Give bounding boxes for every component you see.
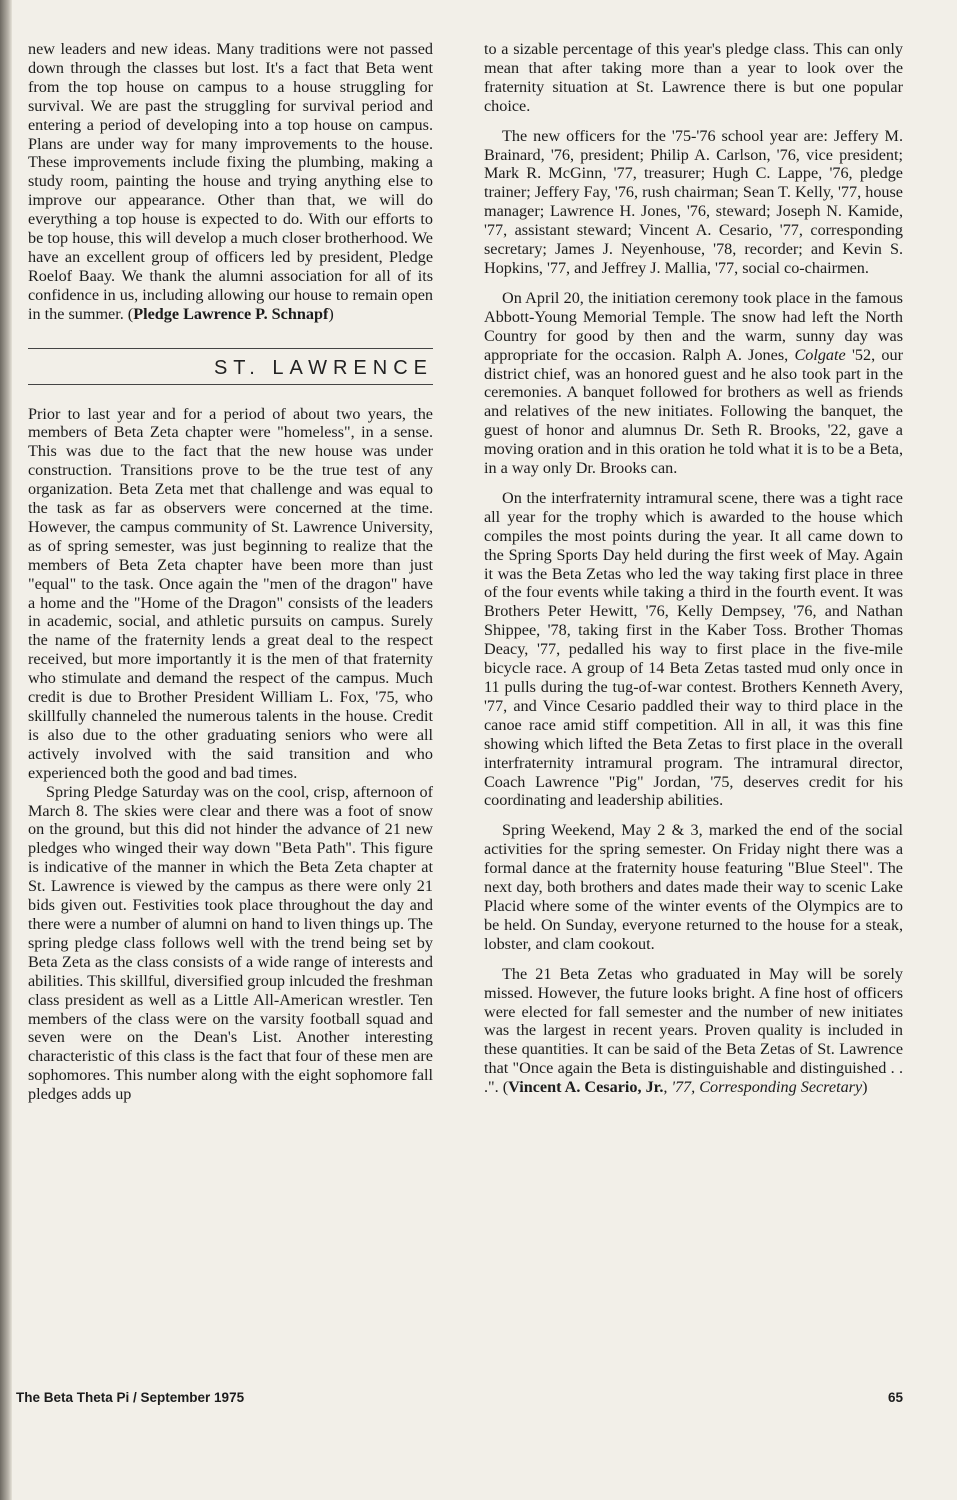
paragraph-text: The 21 Beta Zetas who graduated in May will be sorely missed. However, the future looks bright. A fine host of officers were elected for fall semester and the number of new initiates was the largest in recent years. Proven quality is included in these quantities. It can be said of the Beta Zetas of St. Lawrence that "Once again the Beta is distinguishable and distinguished . . .". ( — [484, 964, 903, 1097]
paragraph-text: On April 20, the initiation ceremony took place in the famous Abbott-Young Memorial Temple. The snow had left the North Country for good by then and the warm, sunny day was appropriate for the occasion. Ralph A. Jones, — [484, 288, 903, 364]
author-role: , '77, Corresponding Secretary — [663, 1078, 863, 1097]
school-name: Colgate — [794, 345, 846, 364]
article-paragraph: to a sizable percentage of this year's pledge class. This can only mean that after taking more than a year to look over the fraternity situation at St. Lawrence there is but one popular choice. — [484, 40, 903, 115]
article-paragraph: Prior to last year and for a period of about two years, the members of Beta Zeta chapter were "homeless", in a sense. This was due to the fact that the new house was under construction. Transitions prove to be the true test of any organization. Beta Zeta met that challenge and was equal to the task as far as observers were concerned at the time. However, the campus community of St. Lawrence University, as of spring semester, was just beginning to realize that the members of Beta Zeta chapter have been more than just "equal" to the task. Once again the "men of the dragon" have a home and the "Home of the Dragon" consists of the leaders in academic, social, and athletic pursuits on campus. Surely the name of the fraternity lends a great deal to the respect received, but more importantly it is the men of that fraternity who stimulate and demand the respect of the campus. Much credit is due to Brother President William L. Fox, '75, who skillfully channeled the numerous talents in the house. Credit is also due to the other graduating seniors who were all actively involved with the said transition and who experienced both the good and bad times. — [28, 404, 433, 782]
closing-paren: ) — [862, 1078, 868, 1097]
page-binding-edge — [0, 0, 12, 1500]
article-paragraph — [484, 965, 903, 1097]
section-header — [28, 348, 433, 385]
section-divider — [28, 384, 433, 385]
article-paragraph — [28, 40, 433, 324]
author-signature: Pledge Lawrence P. Schnapf — [133, 304, 329, 323]
left-column — [28, 40, 433, 1104]
article-paragraph — [484, 289, 903, 478]
article-paragraph: The new officers for the '75-'76 school year are: Jeffery M. Brainard, '76, president; Philip A. Carlson, '76, vice president; Mark R. McGinn, '77, treasurer; Hugh C. Lappe, '76, pledge trainer; Jeffery Fay, '76, rush chairman; Sean T. Kelly, '77, house manager; Lawrence H. Jones, '76, steward; Joseph N. Kamide, '77, assistant steward; Vincent A. Cesario, '77, corresponding secretary; James J. Neyenhouse, '78, recorder; and Kevin S. Hopkins, '77, and Jeffrey J. Mallia, '77, social co-chairmen. — [484, 126, 903, 277]
article-paragraph: On the interfraternity intramural scene, there was a tight race all year for the trophy which is awarded to the house which compiles the most points during the year. It all came down to the Spring Sports Day held during the first week of May. Again it was the Beta Zetas who led the way taking first place in three of the four events while taking a third in the fourth event. It was Brothers Peter Hewitt, '76, Kelly Dempsey, '76, and Nathan Shippee, '78, taking first in the Kaber Toss. Brother Thomas Deacy, '77, pedalled his way to first place in the five-mile bicycle race. A group of 14 Beta Zetas tasted mud only once in 11 pulls during the tug-of-war contest. Brothers Kenneth Avery, '77, and Vince Cesario paddled their way to third place in the canoe race amid stiff competition. All in all, it was this fine showing which lifted the Beta Zetas to first place in the overall interfraternity intramural program. The intramural director, Coach Lawrence "Pig" Jordan, '75, deserves credit for his coordinating and leadership abilities. — [484, 488, 903, 810]
article-paragraph: Spring Weekend, May 2 & 3, marked the end of the social activities for the spring semester. On Friday night there was a formal dance at the fraternity house featuring "Blue Steel". The next day, both brothers and dates made their way to scenic Lake Placid where some of the winter events of the Olympics are to be held. On Sunday, everyone returned to the house for a steak, lobster, and clam cookout. — [484, 821, 903, 953]
right-column — [484, 40, 903, 1097]
publication-line: The Beta Theta Pi / September 1975 — [16, 1390, 245, 1405]
section-title: ST. LAWRENCE — [213, 356, 433, 379]
paragraph-text: '52, our district chief, was an honored guest and he also took part in the ceremonies. A banquet followed for brothers as well as friends and relatives of the new initiates. Following the banquet, the guest of honor and alumnus Dr. Seth R. Brooks, '22, gave a moving oration and in this oration he told what it is to be a Beta, in a way only Dr. Brooks can. — [484, 345, 903, 478]
page-number: 65 — [887, 1390, 903, 1405]
closing-paren: ) — [328, 304, 334, 323]
author-signature: Vincent A. Cesario, Jr. — [508, 1078, 664, 1097]
article-paragraph: Spring Pledge Saturday was on the cool, crisp, afternoon of March 8. The skies were clear and there was a foot of snow on the ground, but this did not hinder the advance of 21 new pledges who winged their way down "Beta Path". This figure is indicative of the manner in which the Beta Zeta chapter at St. Lawrence is viewed by the campus as there were only 21 bids given out. Festivities took place throughout the day and there were a number of alumni on hand to liven things up. The spring pledge class follows well with the trend being set by Beta Zeta as the class consists of a wide range of interests and abilities. This skillful, diversified group inlcuded the freshman class president as well as a Little All-American wrestler. Ten members of the class were on the varsity football squad and seven were on the Dean's List. Another interesting characteristic of this class is the fact that four of these men are sophomores. This number along with the eight sophomore fall pledges adds up — [28, 782, 433, 1104]
paragraph-text: new leaders and new ideas. Many traditions were not passed down through the classes but lost. It's a fact that Beta went from the top house on campus to a house struggling for survival. We are past the struggling for survival period and entering a period of developing into a top house on campus. Plans are under way for many improvements to the house. These improvements include fixing the plumbing, making a study room, painting the house and trying anything else to improve our appearance. Other than that, we will do everything a top house is expected to do. With our efforts to be top house, this will develop a much closer brotherhood. We have an excellent group of officers led by president, Pledge Roelof Baay. We thank the alumni association for all of its confidence in us, including allowing our house to remain open in the summer. ( — [28, 40, 433, 323]
